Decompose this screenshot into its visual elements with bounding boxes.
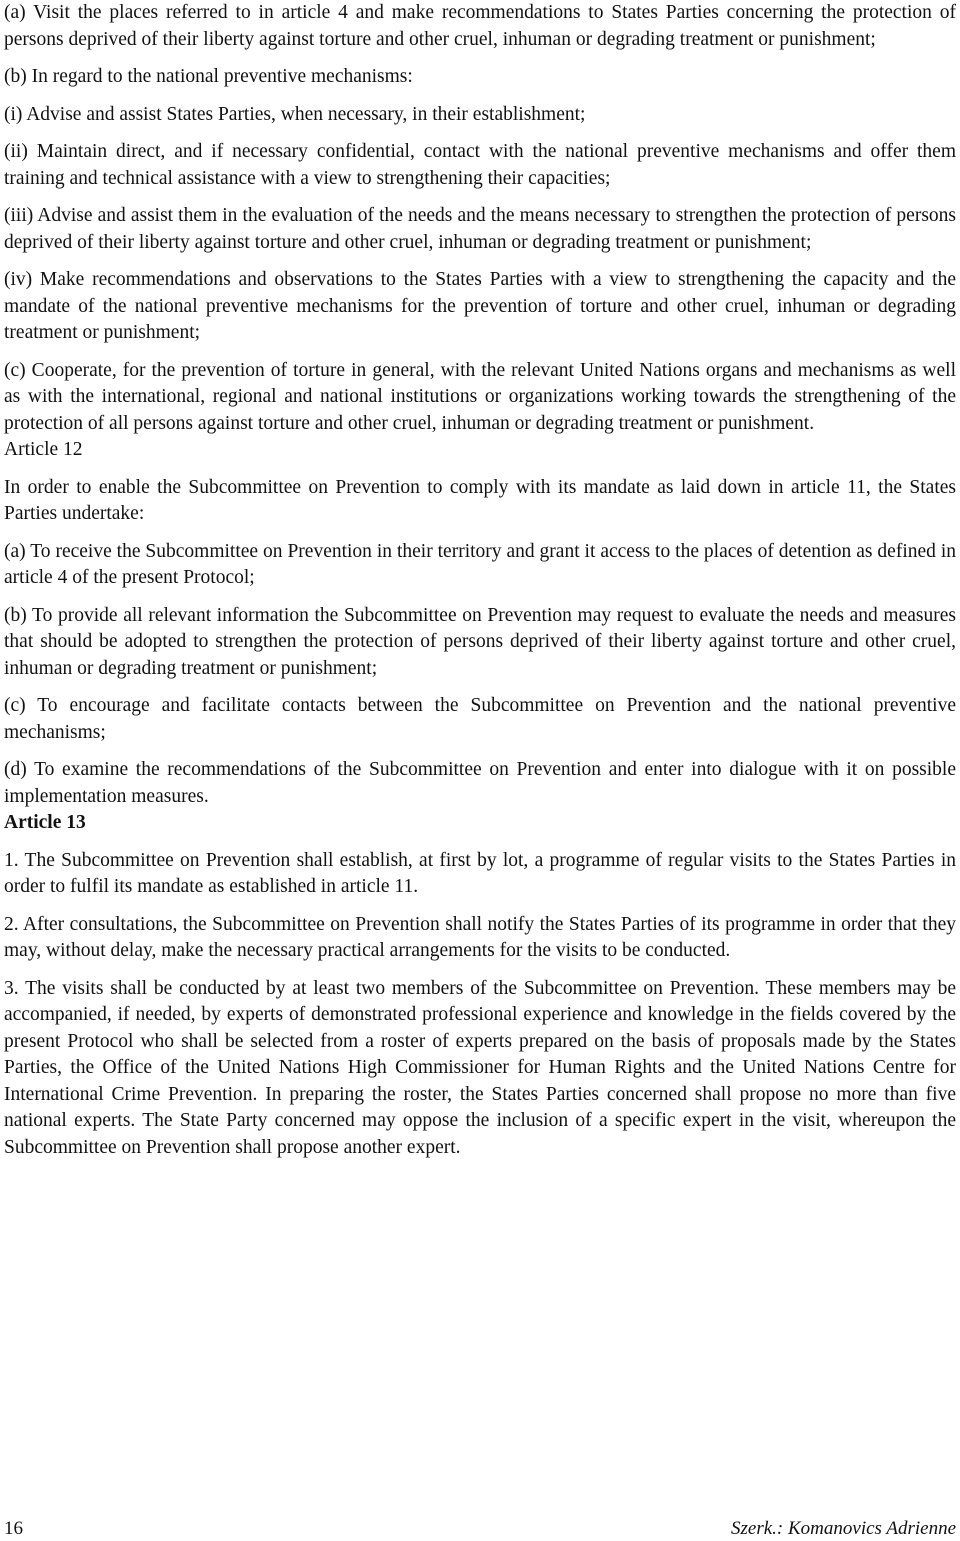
article-intro: In order to enable the Subcommittee on Prevention to comply with its mandate as laid down in article 11, the States Parties undertake: [4, 476, 956, 524]
paragraph-b-iii: (iii) Advise and assist them in the evaluation of the needs and the means necessary to strengthen the protection of persons deprived of their liberty against torture and other cruel, inhuman or degrading treatment or punishment; [4, 205, 956, 253]
editor-credit: Szerk.: Komanovics Adrienne [731, 1518, 956, 1539]
paragraph-c: (c) To encourage and facilitate contacts between the Subcommittee on Prevention and the national preventive mechanisms; [4, 695, 956, 743]
article-heading: Article 13 [4, 812, 86, 833]
paragraph-d: (d) To examine the recommendations of the Subcommittee on Prevention and enter into dialogue with it on possible implementation measures. [4, 759, 956, 807]
paragraph-c: (c) Cooperate, for the prevention of torture in general, with the relevant United Nations organs and mechanisms as well as with the international, regional and national institutions or organizations working towards the strengthening of the protection of all persons against torture and other cruel, inhuman or degrading treatment or punishment. [4, 359, 956, 434]
paragraph-b-i: (i) Advise and assist States Parties, when necessary, in their establishment; [4, 103, 586, 125]
paragraph-b-iv: (iv) Make recommendations and observations to the States Parties with a view to strengthening the capacity and the mandate of the national preventive mechanisms for the prevention of torture and other cruel, inhuman or degrading treatment or punishment; [4, 269, 956, 343]
paragraph-b: (b) To provide all relevant information the Subcommittee on Prevention may request to evaluate the needs and measures that should be adopted to strengthen the protection of persons deprived of their liberty against torture and other cruel, inhuman or degrading treatment or punishment; [4, 604, 956, 679]
page-footer [4, 1518, 956, 1540]
paragraph-1: 1. The Subcommittee on Prevention shall establish, at first by lot, a programme of regular visits to the States Parties in order to fulfil its mandate as established in article 11. [4, 849, 956, 897]
article-11-continuation [4, 0, 956, 437]
paragraph-b-ii: (ii) Maintain direct, and if necessary confidential, contact with the national preventive mechanisms and offer them training and technical assistance with a view to strengthening their capacities; [4, 141, 956, 189]
article-13 [4, 810, 956, 1161]
page-number: 16 [4, 1518, 23, 1539]
paragraph-2: 2. After consultations, the Subcommittee on Prevention shall notify the States Parties of its programme in order that they may, without delay, make the necessary practical arrangements for the visits to be conducted. [4, 913, 956, 961]
paragraph-a: (a) To receive the Subcommittee on Prevention in their territory and grant it access to the places of detention as defined in article 4 of the present Protocol; [4, 540, 956, 588]
document-page [4, 0, 956, 1161]
paragraph-b: (b) In regard to the national preventive mechanisms: [4, 66, 413, 87]
paragraph-a: (a) Visit the places referred to in article 4 and make recommendations to States Parties concerning the protection of persons deprived of their liberty against torture and other cruel, inhuman or degrading treatment or punishment; [4, 2, 956, 50]
article-12 [4, 437, 956, 810]
article-heading: Article 12 [4, 439, 83, 460]
paragraph-3: 3. The visits shall be conducted by at least two members of the Subcommittee on Prevention. These members may be accompanied, if needed, by experts of demonstrated professional experience and knowledge in the fields covered by the present Protocol who shall be selected from a roster of experts prepared on the basis of proposals made by the States Parties, the Office of the United Nations High Commissioner for Human Rights and the United Nations Centre for International Crime Prevention. In preparing the roster, the States Parties concerned shall propose no more than five national experts. The State Party concerned may oppose the inclusion of a specific expert in the visit, whereupon the Subcommittee on Prevention shall propose another expert. [4, 977, 956, 1158]
